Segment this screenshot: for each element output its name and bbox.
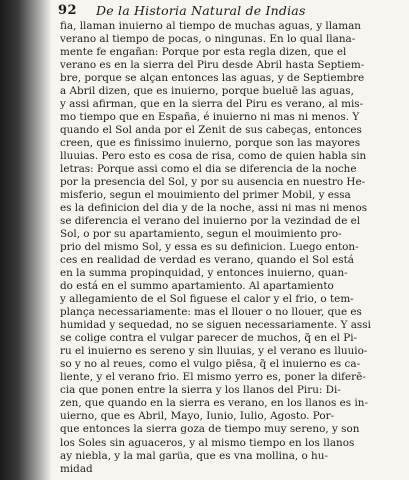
text-line: liente, y el verano frio. El mismo yerro es, poner la diferē- (60, 371, 366, 384)
text-line: prio del mismo Sol, y essa es su definicion. Luego enton- (60, 241, 359, 254)
text-line: lluuias. Pero esto es cosa de risa, como de quien habla sin (60, 150, 367, 163)
text-line: a Abril dizen, que es inuierno, porque bueluē las aguas, (60, 85, 354, 98)
text-line: y assi afirman, que en la sierra del Piru es verano, al mis- (60, 98, 364, 111)
body-text (60, 20, 400, 476)
running-head: De la Historia Natural de Indias (96, 3, 306, 18)
text-line: do está en el summo apartamiento. Al apartamiento (60, 280, 334, 293)
text-line: creen, que es finissimo inuierno, porque son las mayores (60, 137, 361, 150)
text-line: se diferencia el verano del inuierno por la vezindad de el (60, 215, 361, 228)
text-line: quando el Sol anda por el Zenit de sus cabeças, entonces (60, 124, 362, 137)
text-line: cia que ponen entre la sierra y los llanos del Piru: Di- (60, 384, 341, 397)
text-line: midad (60, 462, 93, 475)
text-line: bre, porque se alçan entonces las aguas, y de Septiembre (60, 72, 365, 85)
text-line: y allegamiento de el Sol figuese el calor y el frio, o tem- (60, 293, 354, 306)
text-line: en la summa propinquidad, y entonces inuierno, quan- (60, 267, 348, 280)
text-line: verano es en la sierra del Piru desde Abril hasta Septiem- (60, 59, 365, 72)
text-line: ru el inuierno es sereno y sin lluuias, y el verano es lluuio- (60, 345, 368, 358)
text-line: se colige contra el vulgar parecer de muchos, q̃ en el Pi- (60, 332, 358, 345)
text-line: zen, que quando en la sierra es verano, en los llanos es in- (60, 397, 368, 410)
text-line: so y no al reues, como el vulgo piēsa, q̃ el inuierno es ca- (60, 358, 361, 371)
text-line: Sol, o por su apartamiento, segun el mouimiento pro- (60, 228, 342, 241)
text-line: letras: Porque assi como el dia se diferencia de la noche (60, 163, 357, 176)
text-line: mente fe engañan: Porque por esta regla dizen, que el (60, 46, 347, 59)
text-line: fia, llaman inuierno al tiempo de muchas aguas, y llaman (60, 20, 361, 32)
text-line: ay niebla, y la mal garüa, que es vna mollina, o hu- (60, 449, 328, 462)
page-number: 92 (58, 3, 78, 18)
text-line: los Soles sin aguaceros, y al mismo tiempo en los llanos (60, 436, 355, 449)
page-header (58, 2, 398, 20)
text-line: es la definicion del dia y de la noche, assi ni mas ni menos (60, 202, 368, 215)
text-line: uierno, que es Abril, Mayo, Iunio, Iulio, Agosto. Por- (60, 410, 335, 423)
text-line: que entonces la sierra goza de tiempo muy sereno, y son (60, 423, 360, 436)
text-line: mo tiempo que en España, é inuierno ni mas ni menos. Y (60, 111, 360, 124)
text-line: misferio, segun el mouimiento del primer Mobil, y essa (60, 189, 351, 202)
gutter-shadow (0, 0, 52, 480)
text-line: verano al tiempo de pocas, o ningunas. En lo qual llana- (60, 33, 356, 46)
text-line: ces en realidad de verdad es verano, quando el Sol está (60, 254, 354, 267)
text-line: por la presencia del Sol, y por su ausencia en nuestro He- (60, 176, 366, 189)
text-line: humidad y sequedad, no se siguen necessariamente. Y assi (60, 319, 371, 332)
text-line: plança necessariamente: mas el llouer o no llouer, que es (60, 306, 362, 319)
